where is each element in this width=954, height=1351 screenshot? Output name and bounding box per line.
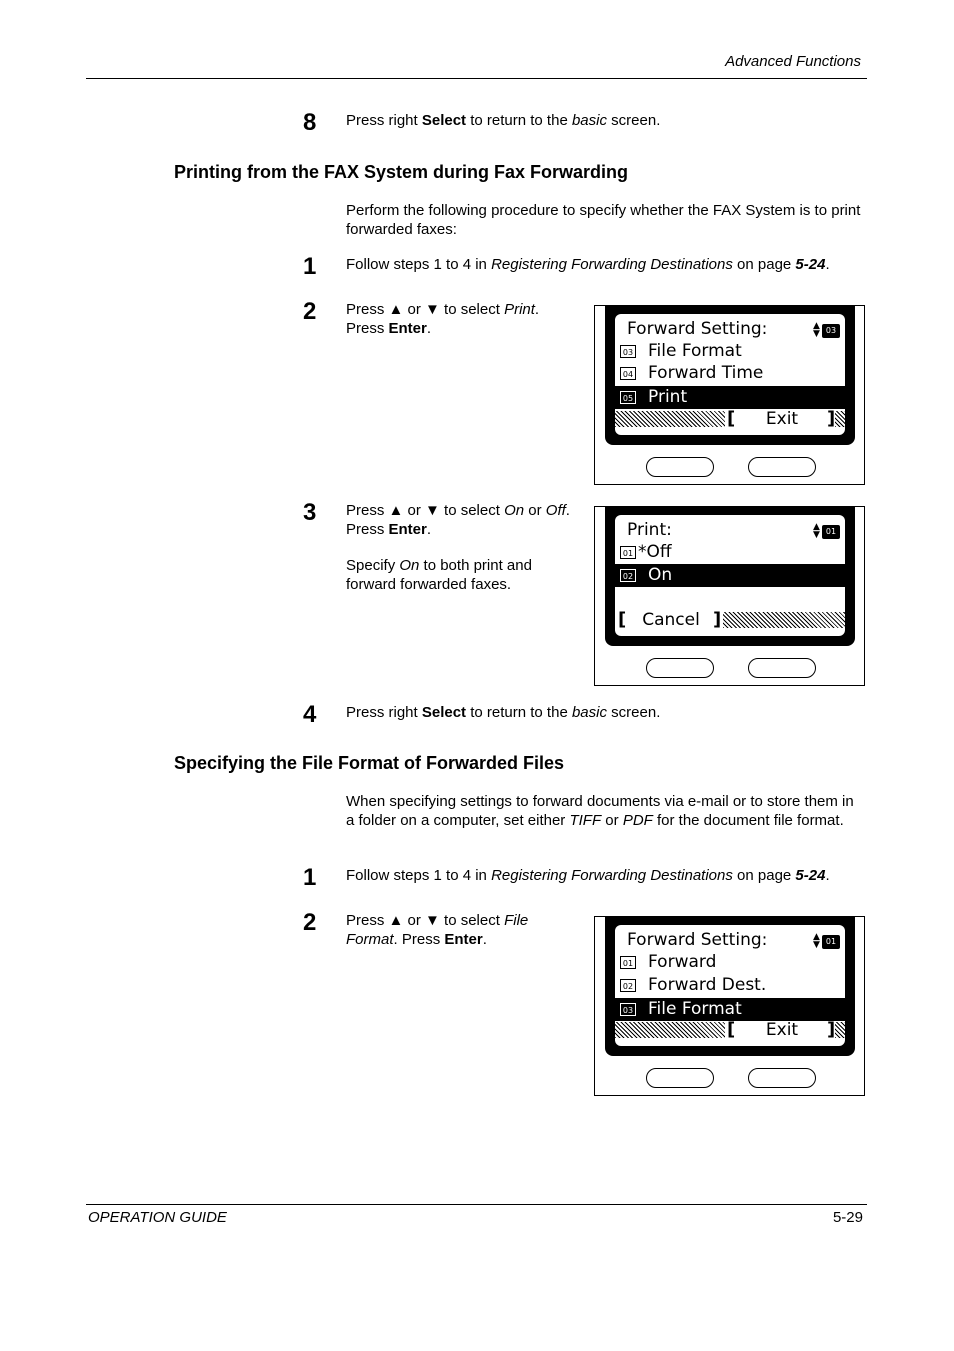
section-intro: When specifying settings to forward documents via e-mail or to store them in a folder on a computer, set either TIFF or PDF for the document file format.: [346, 793, 854, 829]
scroll-arrows-icon: ▲ ▼: [813, 522, 820, 540]
softkey-row: [615, 608, 845, 632]
dither-fill: [615, 1022, 725, 1038]
dither-fill: [835, 1022, 845, 1038]
item-label: Forward Dest.: [648, 975, 767, 995]
left-select-button[interactable]: [646, 658, 714, 678]
page-indicator: 03: [822, 324, 840, 338]
step-number: 1: [303, 864, 317, 891]
bracket-left: [: [727, 408, 736, 429]
lcd-screen: [615, 925, 845, 1046]
lcd-menu-item[interactable]: [615, 951, 845, 974]
lcd-bezel: [605, 917, 855, 1056]
step-number: 8: [303, 109, 317, 136]
item-number-icon: 04: [620, 367, 636, 380]
step-text: Press ▲ or ▼ to select Print. Press Enter.: [346, 301, 540, 337]
right-select-button[interactable]: [748, 457, 816, 477]
item-label: On: [648, 565, 673, 585]
lcd-panel: [594, 305, 865, 485]
item-label: *Off: [638, 542, 672, 562]
softkey-row: [615, 407, 845, 431]
lcd-screen: [615, 314, 845, 435]
dither-fill: [723, 612, 845, 628]
item-label: Forward Time: [648, 363, 764, 383]
bracket-right: ]: [827, 408, 836, 429]
running-header: Advanced Functions: [725, 53, 861, 70]
item-number-icon: 01: [620, 956, 636, 969]
step-text: Press right Select to return to the basic screen.: [346, 112, 661, 129]
bracket-left: [: [727, 1019, 736, 1040]
lcd-title-row: [615, 519, 845, 542]
lcd-screen: [615, 515, 845, 636]
item-number-icon: 02: [620, 979, 636, 992]
item-label: Print: [648, 387, 688, 407]
step-number: 4: [303, 701, 317, 728]
lcd-title: Forward Setting:: [627, 930, 768, 950]
item-number-icon: 03: [620, 345, 636, 358]
step-number: 1: [303, 253, 317, 280]
page-indicator: 01: [822, 935, 840, 949]
lcd-menu-item[interactable]: [615, 541, 845, 564]
step-number: 2: [303, 298, 317, 325]
lcd-title-row: [615, 318, 845, 341]
page-number: 5-29: [832, 1209, 863, 1226]
step-number: 2: [303, 909, 317, 936]
item-label: File Format: [648, 341, 742, 361]
item-label: File Format: [648, 999, 742, 1019]
left-select-button[interactable]: [646, 457, 714, 477]
lcd-bezel: [605, 306, 855, 445]
step-number: 3: [303, 499, 317, 526]
step-text: Press ▲ or ▼ to select File Format. Press Enter.: [346, 912, 529, 948]
lcd-menu-item[interactable]: [615, 974, 845, 997]
bracket-left: [: [618, 609, 627, 630]
lcd-menu-item[interactable]: [615, 340, 845, 363]
item-number-icon: 05: [620, 391, 636, 404]
section-intro: Perform the following procedure to specify whether the FAX System is to print forwarded faxes:: [346, 202, 861, 238]
left-select-button[interactable]: [646, 1068, 714, 1088]
section-heading: Printing from the FAX System during Fax Forwarding: [174, 162, 629, 182]
step-text: Press ▲ or ▼ to select On or Off. Press Enter. Specify On to both print and forward forwarded faxes.: [346, 502, 570, 593]
dither-fill: [615, 411, 725, 427]
lcd-title: Forward Setting:: [627, 319, 768, 339]
step-text: Press right Select to return to the basic screen.: [346, 704, 661, 721]
dither-fill: [835, 411, 845, 427]
item-number-icon: 02: [620, 569, 636, 582]
item-number-icon: 01: [620, 546, 636, 559]
lcd-title-row: [615, 929, 845, 952]
lcd-menu-item-selected[interactable]: [615, 564, 845, 587]
lcd-menu-item[interactable]: [615, 362, 845, 385]
scroll-arrows-icon: ▲ ▼: [813, 321, 820, 339]
right-select-button[interactable]: [748, 658, 816, 678]
right-select-button[interactable]: [748, 1068, 816, 1088]
softkey-exit[interactable]: Exit: [765, 1020, 799, 1040]
lcd-bezel: [605, 507, 855, 646]
lcd-title: Print:: [627, 520, 672, 540]
page-indicator: 01: [822, 525, 840, 539]
footer-title: OPERATION GUIDE: [88, 1209, 227, 1226]
bracket-right: ]: [713, 609, 722, 630]
lcd-panel: [594, 916, 865, 1096]
section-heading: Specifying the File Format of Forwarded Files: [174, 753, 565, 773]
softkey-row: [615, 1018, 845, 1042]
item-number-icon: 03: [620, 1003, 636, 1016]
bracket-right: ]: [827, 1019, 836, 1040]
lcd-panel: [594, 506, 865, 686]
softkey-exit[interactable]: Exit: [765, 409, 799, 429]
softkey-cancel[interactable]: Cancel: [642, 610, 700, 630]
lcd-menu-item-selected[interactable]: [615, 386, 845, 409]
header-rule: [86, 78, 867, 79]
step-text: Follow steps 1 to 4 in Registering Forwarding Destinations on page 5-24.: [346, 867, 830, 884]
step-text: Follow steps 1 to 4 in Registering Forwarding Destinations on page 5-24.: [346, 256, 830, 273]
item-label: Forward: [648, 952, 717, 972]
footer-rule: [86, 1204, 867, 1205]
scroll-arrows-icon: ▲ ▼: [813, 932, 820, 950]
